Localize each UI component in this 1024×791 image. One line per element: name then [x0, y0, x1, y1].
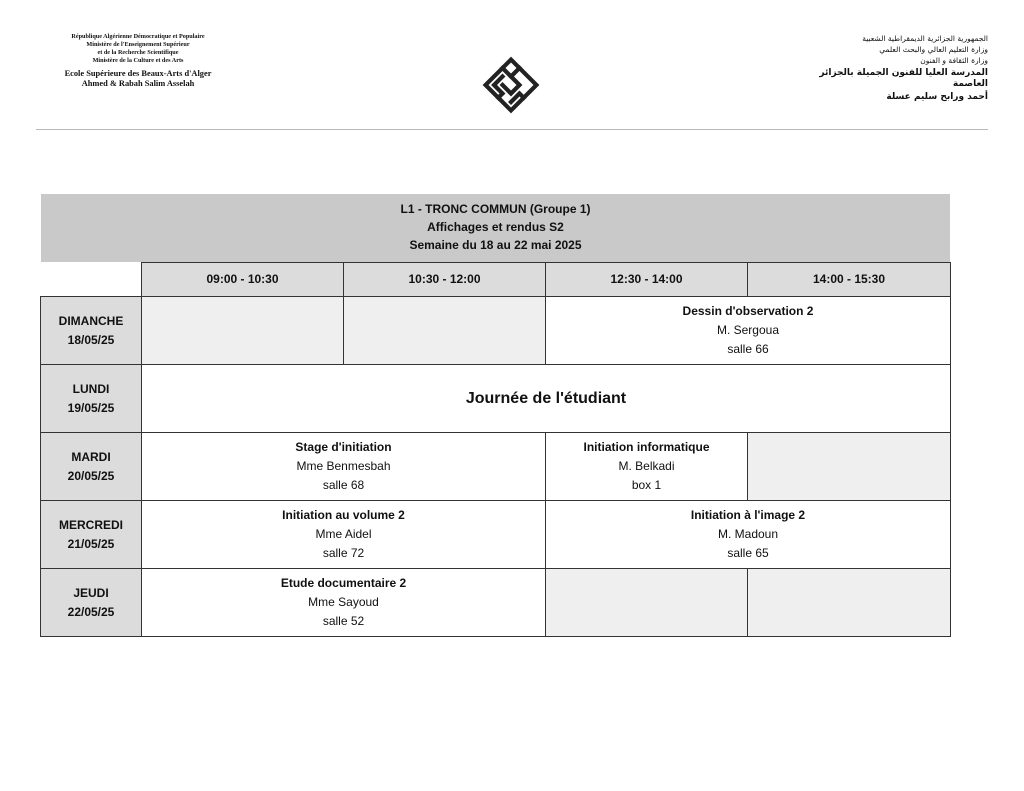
republic-name-ar: الجمهورية الجزائرية الديمقراطية الشعبية [862, 34, 988, 43]
course-cell [546, 501, 951, 569]
day-name: MARDI [71, 449, 111, 464]
schedule-subtitle: Affichages et rendus S2 [427, 220, 564, 234]
day-cell [41, 569, 142, 637]
special-day-label: Journée de l'étudiant [465, 389, 627, 407]
ministry-line-1: Ministère de l'Enseignement Supérieur [86, 41, 190, 48]
course-room: salle 52 [322, 614, 365, 628]
course-cell [546, 433, 748, 501]
course-title: Etude documentaire 2 [280, 576, 407, 590]
timeslot-1: 09:00 - 10:30 [142, 263, 344, 297]
empty-slot [748, 433, 951, 501]
day-row-dimanche [41, 297, 951, 365]
empty-slot [748, 569, 951, 637]
school-subtitle: Ahmed & Rabah Salim Asselah [81, 79, 195, 88]
course-room: salle 66 [727, 342, 769, 356]
course-cell [142, 433, 546, 501]
day-name: DIMANCHE [58, 313, 124, 328]
day-date: 18/05/25 [67, 332, 115, 347]
schedule-title: L1 - TRONC COMMUN (Groupe 1) [400, 202, 591, 216]
day-date: 20/05/25 [67, 468, 115, 483]
ministry-culture-ar: وزارة الثقافة و الفنون [920, 56, 988, 65]
timeslot-2: 10:30 - 12:00 [344, 263, 546, 297]
day-name: MERCREDI [58, 517, 123, 532]
course-teacher: M. Sergoua [716, 323, 780, 337]
republic-name: République Algérienne Démocratique et Populaire [71, 33, 205, 40]
ministry-line-2: et de la Recherche Scientifique [97, 49, 179, 56]
day-date: 19/05/25 [67, 400, 115, 415]
course-cell [142, 569, 546, 637]
course-title: Initiation au volume 2 [282, 508, 405, 522]
timeslot-4: 14:00 - 15:30 [748, 263, 951, 297]
timetable [40, 262, 951, 637]
day-row-mercredi [41, 501, 951, 569]
course-room: box 1 [631, 478, 662, 492]
day-row-jeudi [41, 569, 951, 637]
course-room: salle 72 [322, 546, 365, 560]
day-date: 22/05/25 [67, 604, 115, 619]
schedule-week: Semaine du 18 au 22 mai 2025 [409, 238, 582, 252]
course-teacher: Mme Benmesbah [296, 459, 391, 473]
course-cell [546, 297, 951, 365]
course-title: Initiation à l'image 2 [690, 508, 806, 522]
empty-slot [344, 297, 546, 365]
day-cell [41, 365, 142, 433]
course-cell [142, 501, 546, 569]
course-teacher: Mme Sayoud [308, 595, 379, 609]
empty-slot [142, 297, 344, 365]
day-date: 21/05/25 [67, 536, 115, 551]
header-left-institution [38, 33, 238, 89]
course-teacher: M. Madoun [717, 527, 779, 541]
school-name: Ecole Supérieure des Beaux-Arts d'Alger [64, 69, 212, 78]
header-right-institution [788, 33, 988, 103]
course-teacher: Mme Aidel [315, 527, 372, 541]
day-row-lundi [41, 365, 951, 433]
ministry-ar: وزارة التعليم العالي والبحث العلمي [879, 45, 988, 54]
course-title: Dessin d'observation 2 [682, 304, 814, 318]
course-room: salle 65 [727, 546, 769, 560]
header-divider [36, 129, 988, 130]
day-name: JEUDI [73, 585, 109, 600]
course-room: salle 68 [322, 478, 365, 492]
day-cell [41, 433, 142, 501]
school-subtitle-ar: أحمد ورابح سليم عسلة [886, 92, 988, 102]
empty-slot [546, 569, 748, 637]
ministry-culture: Ministère de la Culture et des Arts [92, 57, 184, 64]
day-name: LUNDI [72, 381, 110, 396]
school-name-ar: المدرسة العليا للفنون الجميلة بالجزائر العاصمة [819, 68, 988, 89]
timeslot-header-row [41, 263, 951, 297]
schedule-title-box [41, 194, 950, 262]
corner-cell [41, 263, 142, 297]
course-teacher: M. Belkadi [618, 459, 675, 473]
course-title: Stage d'initiation [295, 440, 392, 454]
kufic-logo-icon [480, 54, 542, 116]
day-cell [41, 297, 142, 365]
special-day-cell [142, 365, 951, 433]
day-cell [41, 501, 142, 569]
day-row-mardi [41, 433, 951, 501]
timeslot-3: 12:30 - 14:00 [546, 263, 748, 297]
course-title: Initiation informatique [583, 440, 710, 454]
